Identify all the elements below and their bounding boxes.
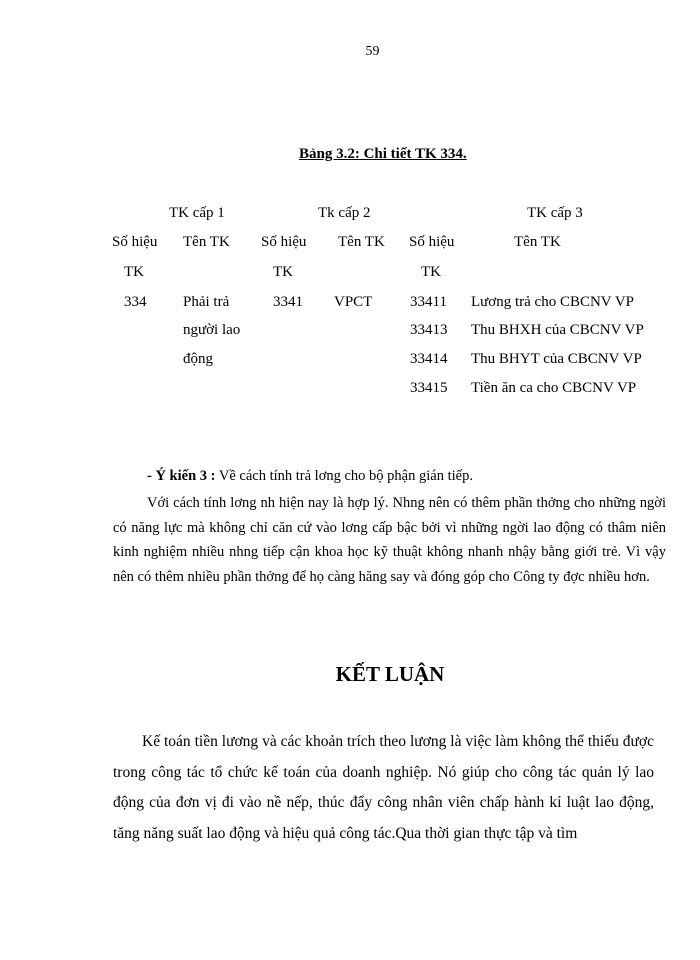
col-ten-tk-2: Tên TK xyxy=(338,234,385,250)
conclusion-heading: KẾT LUẬN xyxy=(335,662,445,686)
col-tk-2: TK xyxy=(273,264,293,280)
level1-code: 334 xyxy=(124,294,147,310)
conclusion-body xyxy=(113,727,654,849)
col-so-hieu-1: Số hiệu xyxy=(112,234,158,250)
col-tk-3: TK xyxy=(421,264,441,280)
group-level-1: TK cấp 1 xyxy=(169,205,225,221)
level3-code: 33414 xyxy=(410,351,448,367)
level1-name-line: động xyxy=(183,351,213,367)
opinion-title: Về cách tính trả lơng cho bộ phận gián tiếp. xyxy=(218,468,473,484)
opinion-label: - Ý kiến 3 : xyxy=(147,468,216,484)
group-level-2: Tk cấp 2 xyxy=(318,205,371,221)
level3-name: Tiền ăn ca cho CBCNV VP xyxy=(471,380,637,396)
level3-name: Lương trả cho CBCNV VP xyxy=(471,294,635,310)
level2-name: VPCT xyxy=(334,294,373,310)
table-title: Bảng 3.2: Chi tiết TK 334. xyxy=(299,146,467,162)
opinion-body xyxy=(113,491,666,589)
col-so-hieu-2: Số hiệu xyxy=(261,234,307,250)
level3-name: Thu BHYT của CBCNV VP xyxy=(471,351,642,367)
level1-name-line: người lao xyxy=(183,322,241,338)
group-level-3: TK cấp 3 xyxy=(527,205,583,221)
level3-code: 33413 xyxy=(410,322,448,338)
page-number: 59 xyxy=(365,44,380,59)
opinion-heading xyxy=(147,468,473,485)
level3-code: 33411 xyxy=(410,294,447,310)
conclusion-text: Kế toán tiền lương và các khoản trích theo lương là việc làm không thể thiếu được trong công tác tổ chức kế toán của doanh nghiệp. Nó giúp cho công tác quản lý lao động của đơn vị đi vào nề nếp, thúc đẩy công nhân viên chấp hành kỉ luật lao động, tăng năng suất lao động và hiệu quả công tác.Qua thời gian thực tập và tìm xyxy=(113,733,654,842)
col-so-hieu-3: Số hiệu xyxy=(409,234,455,250)
level2-code: 3341 xyxy=(273,294,303,310)
col-tk-1: TK xyxy=(124,264,144,280)
level3-name: Thu BHXH của CBCNV VP xyxy=(471,322,644,338)
opinion-text: Với cách tính lơng nh hiện nay là hợp lý. Nhng nên có thêm phần thởng cho những ngời có năng lực mà không chỉ căn cứ vào lơng cấp bậc bởi vì những ngời lao động có thâm niên kinh nghiệm nhiều nhng tiếp cận khoa học kỹ thuật không nhanh nhậy bằng giới trẻ. Vì vậy nên có thêm nhiều phần thởng để họ càng hăng say và đóng góp cho Công ty đợc nhiều hơn. xyxy=(113,495,666,585)
col-ten-tk-1: Tên TK xyxy=(183,234,230,250)
col-ten-tk-3: Tên TK xyxy=(514,234,561,250)
level3-code: 33415 xyxy=(410,380,448,396)
level1-name-line: Phải trả xyxy=(183,294,230,310)
